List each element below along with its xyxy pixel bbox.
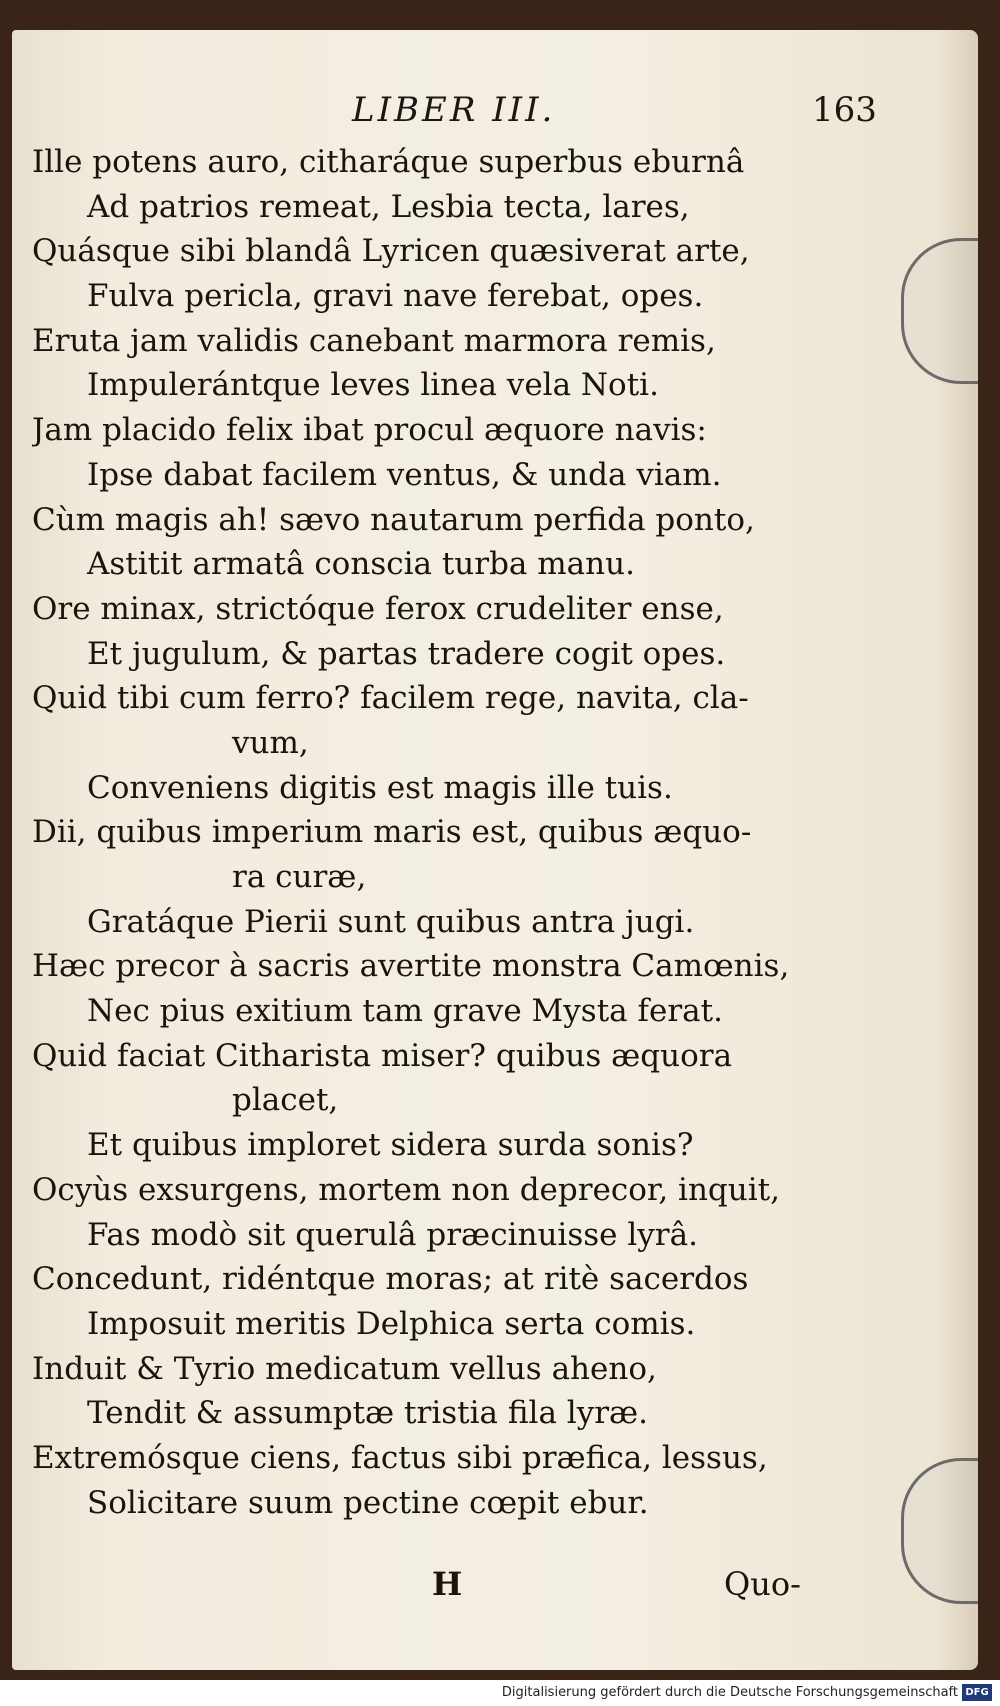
verse-line: Quid faciat Citharista miser? quibus æquora	[32, 1037, 733, 1074]
verse-line: Ipse dabat facilem ventus, & unda viam.	[87, 456, 722, 493]
verse-line: Tendit & assumptæ tristia fila lyræ.	[87, 1395, 649, 1432]
verse-line: Solicitare suum pectine cœpit ebur.	[87, 1484, 649, 1521]
verse-line: Quásque sibi blandâ Lyricen quæsiverat arte,	[32, 233, 750, 270]
verse-list	[32, 140, 922, 1525]
verse-line: Dii, quibus imperium maris est, quibus æquo-	[32, 814, 752, 851]
verse-line: Concedunt, ridéntque moras; at ritè sacerdos	[32, 1261, 749, 1298]
verse-line: Extremósque ciens, factus sibi præfica, lessus,	[32, 1439, 768, 1476]
footer-bar	[0, 1680, 1000, 1706]
verse-line: Cùm magis ah! sævo nautarum perfida ponto,	[32, 501, 755, 538]
verse-line: Eruta jam validis canebant marmora remis,	[32, 322, 716, 359]
verse-line: vum,	[232, 724, 309, 761]
verse-line: Et quibus imploret sidera surda sonis?	[87, 1127, 694, 1164]
verse-line: Ille potens auro, citharáque superbus eburnâ	[32, 144, 745, 180]
running-head: LIBER III.	[352, 90, 556, 130]
verse-line: Et jugulum, & partas tradere cogit opes.	[87, 635, 726, 672]
dfg-logo-icon: DFG	[962, 1684, 992, 1701]
verse-line: Astitit armatâ conscia turba manu.	[87, 546, 635, 583]
verse-line: Imposuit meritis Delphica serta comis.	[87, 1305, 696, 1342]
verse-line: Hæc precor à sacris avertite monstra Camœnis,	[32, 948, 790, 985]
verse-line: Jam placido felix ibat procul æquore navis:	[32, 412, 707, 449]
verse-line: Quid tibi cum ferro? facilem rege, navita, cla-	[32, 680, 749, 717]
verse-line: Impulerántque leves linea vela Noti.	[87, 367, 659, 404]
funding-credit: Digitalisierung gefördert durch die Deutsche Forschungsgemeinschaft	[501, 1685, 958, 1700]
verse-line: Conveniens digitis est magis ille tuis.	[87, 769, 673, 806]
verse-line: Ocyùs exsurgens, mortem non deprecor, inquit,	[32, 1171, 780, 1208]
page-number: 163	[812, 90, 877, 130]
verse-line: Ad patrios remeat, Lesbia tecta, lares,	[87, 188, 690, 225]
verse-line: Fulva pericla, gravi nave ferebat, opes.	[87, 278, 704, 315]
verse-line: Ore minax, strictóque ferox crudeliter ense,	[32, 590, 724, 627]
verse-line: Induit & Tyrio medicatum vellus aheno,	[32, 1350, 657, 1387]
verse-line: Gratáque Pierii sunt quibus antra jugi.	[87, 903, 695, 940]
book-page	[12, 30, 978, 1670]
signature-mark: H	[432, 1565, 463, 1603]
verse-line: ra curæ,	[232, 859, 367, 895]
catchword: Quo-	[724, 1565, 801, 1603]
verse-line: Fas modò sit querulâ præcinuisse lyrâ.	[87, 1216, 698, 1253]
verse-line: Nec pius exitium tam grave Mysta ferat.	[87, 993, 723, 1030]
verse-line: placet,	[232, 1082, 339, 1119]
